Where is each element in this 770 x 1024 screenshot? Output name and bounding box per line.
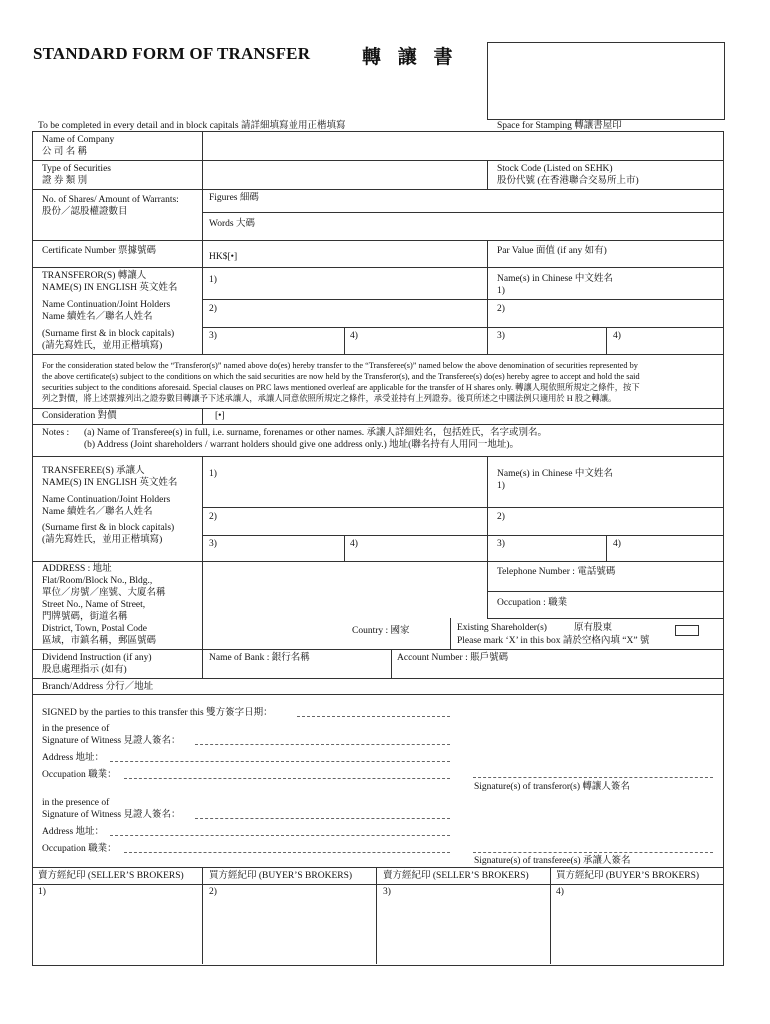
figures-field[interactable]: [280, 190, 722, 212]
transferor-signature-label: Signature(s) of transferor(s) 轉讓人簽名: [474, 782, 630, 792]
transferor-chinese-label: Name(s) in Chinese 中文姓名: [497, 274, 613, 284]
broker-stamp-3[interactable]: 3): [383, 887, 391, 897]
row-divider: [202, 327, 723, 328]
consideration-paragraph-2: the above certificate(s) subject to the conditions on which the said securities are now held by the Transferor(s), and the Transferee(s) do(es) hereby agree to accept and hold the said: [42, 372, 640, 381]
date-line[interactable]: [297, 716, 450, 717]
transferor-name-4[interactable]: 4): [350, 331, 358, 341]
row-divider: [32, 267, 723, 268]
witness-signature-line-1[interactable]: [195, 744, 450, 745]
broker-stamp-1[interactable]: 1): [38, 887, 46, 897]
row-divider: [32, 408, 723, 409]
securities-label-en: Type of Securities: [42, 164, 111, 174]
address-line-flat-cn: 單位／房號／座號、大廈名稱: [42, 588, 166, 598]
transferor-heading: TRANSFEROR(S) 轉讓人: [42, 271, 147, 281]
row-divider: [32, 456, 723, 457]
row-divider: [32, 424, 723, 425]
transferee-chinese-4[interactable]: 4): [613, 539, 621, 549]
stock-code-label-cn: 股份代號 (在香港聯合交易所上市): [497, 176, 639, 186]
transferor-joint-label: Name 續姓名／聯名人姓名: [42, 312, 153, 322]
transferee-continuation-label: Name Continuation/Joint Holders: [42, 495, 171, 505]
witness-label-1: Signature of Witness 見證人簽名：: [42, 736, 181, 746]
instruction-text: To be completed in every detail and in block capitals 請詳細填寫並用正楷填寫: [38, 121, 346, 131]
row-divider: [32, 884, 723, 885]
transferor-chinese-1[interactable]: 1): [497, 286, 505, 296]
account-number-label: Account Number : 賬戶號碼: [397, 653, 509, 663]
transferor-continuation-label: Name Continuation/Joint Holders: [42, 300, 171, 310]
address-line-street-cn: 門牌號碼，街道名稱: [42, 612, 128, 622]
witness-occupation-line-2[interactable]: [124, 852, 450, 853]
address-line-district: District, Town, Postal Code: [42, 624, 147, 634]
transferor-signature-line[interactable]: [473, 777, 713, 778]
notes-a: (a) Name of Transferee(s) in full, i.e. surname, forenames or other names. 承讓人詳細姓名，包括姓氏，名字或別名。: [84, 428, 548, 438]
securities-label-cn: 證 券 類 別: [42, 176, 88, 186]
transferee-heading: TRANSFEREE(S) 承讓人: [42, 466, 145, 476]
consideration-paragraph-1: For the consideration stated below the “Transferor(s)” named above do(es) hereby transfer to the “Transferee(s)” named below the above denomination of securities represented by: [42, 361, 638, 370]
col-divider: [487, 456, 488, 561]
row-divider: [32, 867, 723, 868]
col-divider: [202, 408, 203, 424]
transferee-english-label: NAME(S) IN ENGLISH 英文姓名: [42, 478, 178, 488]
hk-value[interactable]: HK$[•]: [209, 252, 238, 262]
transferee-chinese-2[interactable]: 2): [497, 512, 505, 522]
col-divider: [606, 535, 607, 561]
words-field[interactable]: [280, 213, 722, 240]
transferor-surname-note-cn: (請先寫姓氏，並用正楷填寫): [42, 341, 163, 351]
witness-address-line-2[interactable]: [110, 835, 450, 836]
witness-address-label-2: Address 地址：: [42, 827, 105, 837]
transferee-chinese-1[interactable]: 1): [497, 481, 505, 491]
address-line-street: Street No., Name of Street,: [42, 600, 146, 610]
transferee-surname-note-cn: (請先寫姓氏，並用正楷填寫): [42, 535, 163, 545]
witness-occupation-label-2: Occupation 職業：: [42, 844, 117, 854]
buyer-broker-header-2: 買方經紀印 (BUYER’S BROKERS): [556, 871, 700, 881]
col-divider: [344, 535, 345, 561]
stamping-box: [487, 42, 725, 120]
transferor-chinese-2[interactable]: 2): [497, 304, 505, 314]
shares-label-cn: 股份／認股權證數目: [42, 207, 128, 217]
row-divider: [202, 535, 723, 536]
witness-address-label-1: Address 地址：: [42, 753, 105, 763]
stock-code-label-en: Stock Code (Listed on SEHK): [497, 164, 613, 174]
row-divider: [32, 649, 723, 650]
col-divider: [550, 867, 551, 964]
dividend-label: Dividend Instruction (if any): [42, 653, 152, 663]
address-field[interactable]: [203, 562, 486, 617]
transferee-joint-label: Name 續姓名／聯名人姓名: [42, 507, 153, 517]
row-divider: [487, 618, 723, 619]
transferor-name-3[interactable]: 3): [209, 331, 217, 341]
transferee-signature-label: Signature(s) of transferee(s) 承讓人簽名: [474, 856, 631, 866]
broker-stamp-2[interactable]: 2): [209, 887, 217, 897]
witness-occupation-label-1: Occupation 職業：: [42, 770, 117, 780]
transferee-name-2[interactable]: 2): [209, 512, 217, 522]
form-title: STANDARD FORM OF TRANSFER: [33, 44, 311, 63]
transferee-chinese-3[interactable]: 3): [497, 539, 505, 549]
address-label: ADDRESS : 地址: [42, 564, 112, 574]
transferor-surname-note: (Surname first & in block capitals): [42, 329, 175, 339]
row-divider: [202, 507, 723, 508]
row-divider: [32, 354, 723, 355]
par-value-label: Par Value 面值 (if any 如有): [497, 246, 607, 256]
row-divider: [202, 299, 723, 300]
buyer-broker-header-1: 買方經紀印 (BUYER’S BROKERS): [209, 871, 353, 881]
notes-label: Notes :: [42, 428, 70, 438]
existing-shareholder-checkbox[interactable]: [675, 625, 699, 636]
col-divider: [487, 160, 488, 189]
seller-broker-header-2: 賣方經紀印 (SELLER’S BROKERS): [383, 871, 529, 881]
consideration-label: Consideration 對價: [42, 411, 117, 421]
col-divider: [202, 649, 203, 678]
telephone-label: Telephone Number : 電話號碼: [497, 567, 616, 577]
address-line-flat: Flat/Room/Block No., Bldg.,: [42, 576, 153, 586]
presence-label-2: in the presence of: [42, 798, 110, 808]
address-line-district-cn: 區域，市鎮名稱，郵區號碼: [42, 636, 157, 646]
col-divider: [487, 240, 488, 354]
existing-shareholder-label-cn: 原有股東: [574, 623, 613, 633]
transferor-name-1[interactable]: 1): [209, 275, 217, 285]
row-divider: [487, 591, 723, 592]
col-divider: [202, 867, 203, 964]
company-label-cn: 公 司 名 稱: [42, 147, 88, 157]
row-divider: [32, 694, 723, 695]
stamp-label: Space for Stamping 轉讓書屋印: [497, 121, 622, 131]
certificate-label: Certificate Number 票據號碼: [42, 246, 156, 256]
transferee-name-4[interactable]: 4): [350, 539, 358, 549]
witness-label-2: Signature of Witness 見證人簽名：: [42, 810, 181, 820]
col-divider: [391, 649, 392, 678]
transferee-signature-line[interactable]: [473, 852, 713, 853]
row-divider: [32, 678, 723, 679]
transferor-english-label: NAME(S) IN ENGLISH 英文姓名: [42, 283, 178, 293]
consideration-paragraph-3: securities subject to the conditions aforesaid. Special clauses on PRC laws mentioned overleaf are applicable for the transfer of H shares only. 轉讓人現依照所規定之條件，按下: [42, 383, 640, 392]
securities-type-field[interactable]: [203, 161, 486, 189]
transferee-surname-note: (Surname first & in block capitals): [42, 523, 175, 533]
transferor-name-2[interactable]: 2): [209, 304, 217, 314]
transferee-name-1[interactable]: 1): [209, 469, 217, 479]
col-divider: [376, 867, 377, 964]
col-divider: [487, 561, 488, 618]
notes-b: (b) Address (Joint shareholders / warrant holders should give one address only.) 地址(聯名持有人用同一地址)。: [84, 440, 519, 450]
col-divider: [344, 327, 345, 354]
company-name-field[interactable]: [203, 132, 722, 160]
seller-broker-header-1: 賣方經紀印 (SELLER’S BROKERS): [38, 871, 184, 881]
witness-address-line-1[interactable]: [110, 761, 450, 762]
words-label: Words 大碼: [209, 219, 255, 229]
dividend-label-cn: 股息處理指示 (如有): [42, 665, 127, 675]
witness-occupation-line-1[interactable]: [124, 778, 450, 779]
broker-stamp-4[interactable]: 4): [556, 887, 564, 897]
form-title-chinese: 轉 讓 書: [362, 47, 459, 68]
presence-label-1: in the presence of: [42, 724, 110, 734]
transferee-name-3[interactable]: 3): [209, 539, 217, 549]
consideration-paragraph-4: 列之對價，將上述票據列出之證券數目轉讓予下述承讓人，承讓人同意依照所規定之條件，承受並持有上列證券。後頁所述之中國法例只適用於 H 股之轉讓。: [42, 394, 617, 403]
row-divider: [32, 240, 723, 241]
mark-instruction: Please mark ‘X’ in this box 請於空格內填 “X” 號: [457, 636, 650, 646]
branch-address-label: Branch/Address 分行／地址: [42, 682, 154, 692]
bank-name-label: Name of Bank : 銀行名稱: [209, 653, 310, 663]
company-label-en: Name of Company: [42, 135, 115, 145]
transferor-chinese-4[interactable]: 4): [613, 331, 621, 341]
figures-label: Figures 細碼: [209, 193, 259, 203]
shares-label-en: No. of Shares/ Amount of Warrants:: [42, 195, 179, 205]
occupation-label: Occupation : 職業: [497, 598, 568, 608]
transferee-chinese-label: Name(s) in Chinese 中文姓名: [497, 469, 613, 479]
col-divider: [450, 618, 451, 649]
consideration-value[interactable]: [•]: [215, 411, 225, 421]
signed-label: SIGNED by the parties to this transfer this 雙方簽字日期：: [42, 708, 273, 718]
col-divider: [606, 327, 607, 354]
country-label: Country : 國家: [352, 626, 410, 636]
col-divider: [202, 456, 203, 561]
witness-signature-line-2[interactable]: [195, 818, 450, 819]
existing-shareholder-label: Existing Shareholder(s): [457, 623, 547, 633]
transferor-chinese-3[interactable]: 3): [497, 331, 505, 341]
